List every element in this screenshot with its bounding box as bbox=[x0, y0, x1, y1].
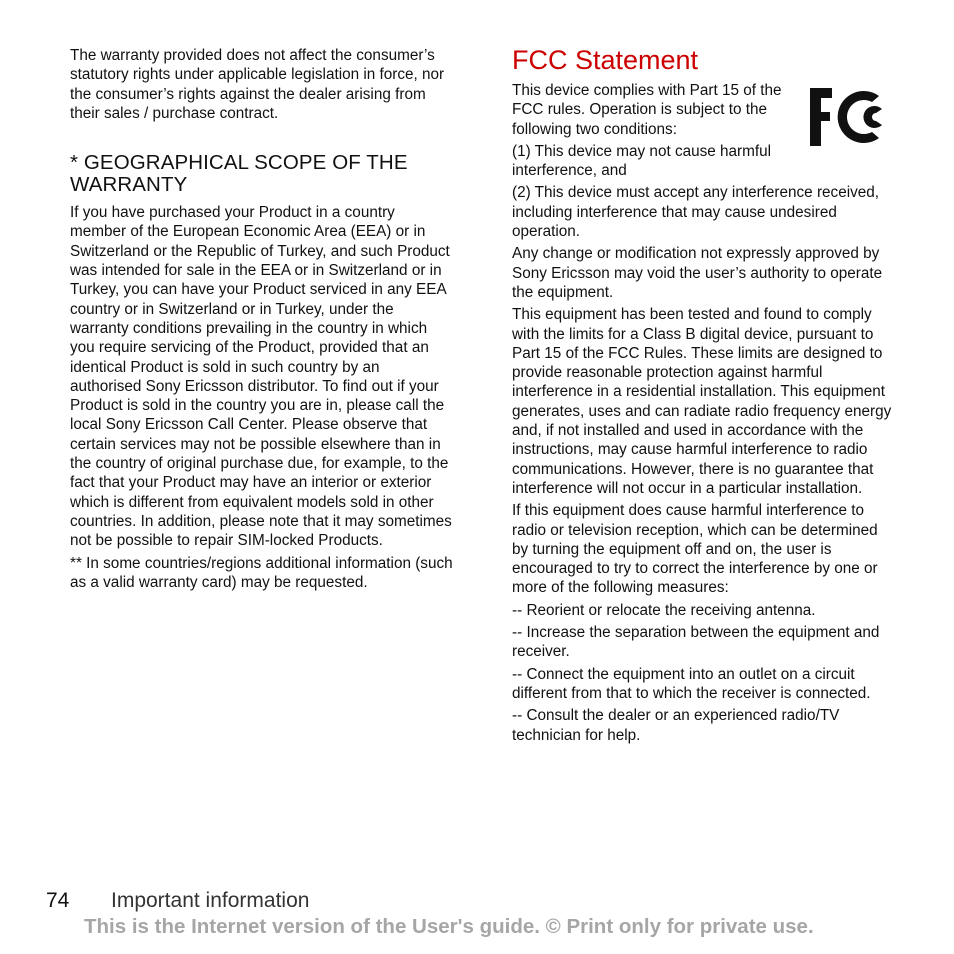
fcc-logo-icon bbox=[810, 88, 886, 146]
left-column bbox=[70, 46, 455, 595]
geographical-scope-paragraph: If you have purchased your Product in a country member of the European Economic Area (EEA) or in Switzerland or the Republic of Turkey, and such Product was intended for sale in the EEA or in Switzerland or in Turkey, you can have your Product serviced in any EEA country or in Switzerland or in Turkey, under the warranty conditions prevailing in the country in which you require servicing of the Product, provided that an identical Product is sold in such country by an authorised Sony Ericsson distributor. To find out if your Product is sold in the country you are in, please call the local Sony Ericsson Call Center. Please observe that certain services may not be possible elsewhere than in the country of original purchase due, for example, to the fact that your Product may have an interior or exterior which is different from equivalent models sold in other countries. In addition, please note that it may sometimes not be possible to repair SIM-locked Products. bbox=[70, 204, 452, 550]
fcc-class-b-paragraph: This equipment has been tested and found to comply with the limits for a Class B digital device, pursuant to Part 15 of the FCC Rules. These limits are designed to provide reasonable protection against harmful interference in a residential installation. This equipment generates, uses and can radiate radio frequency energy and, if not installed and used in accordance with the instructions, may cause harmful interference to radio communications. However, there is no guarantee that interference will not occur in a particular installation. bbox=[512, 306, 892, 497]
internet-version-notice: This is the Internet version of the User's guide. © Print only for private use. bbox=[84, 915, 814, 938]
fcc-change-notice: Any change or modification not expressly approved by Sony Ericsson may void the user’s authority to operate the equipment. bbox=[512, 245, 883, 301]
fcc-compliance-paragraph: This device complies with Part 15 of the FCC rules. Operation is subject to the following two conditions: bbox=[512, 82, 782, 138]
additional-info-footnote: ** In some countries/regions additional information (such as a valid warranty card) may be requested. bbox=[70, 554, 453, 591]
fcc-measure-item: -- Increase the separation between the equipment and receiver. bbox=[512, 624, 880, 661]
fcc-measure-item: -- Reorient or relocate the receiving antenna. bbox=[512, 601, 816, 619]
fcc-measures-intro: If this equipment does cause harmful interference to radio or television reception, which can be determined by turning the equipment off and on, the user is encouraged to try to correct the interference by one or more of the following measures: bbox=[512, 502, 878, 597]
fcc-condition-2: (2) This device must accept any interference received, including interference that may cause undesired operation. bbox=[512, 184, 880, 241]
warranty-rights-paragraph: The warranty provided does not affect the consumer’s statutory rights under applicable legislation in force, nor the consumer’s rights against the dealer arising from their sales / purchase contract. bbox=[70, 47, 445, 122]
right-column bbox=[512, 44, 892, 748]
fcc-measure-item: -- Connect the equipment into an outlet on a circuit different from that to which the receiver is connected. bbox=[512, 665, 871, 702]
geographical-scope-heading: * GEOGRAPHICAL SCOPE OF THE WARRANTY bbox=[70, 151, 408, 197]
fcc-statement-heading: FCC Statement bbox=[512, 45, 699, 75]
fcc-condition-1: (1) This device may not cause harmful interference, and bbox=[512, 142, 772, 180]
section-title: Important information bbox=[111, 889, 310, 912]
fcc-measure-item: -- Consult the dealer or an experienced radio/TV technician for help. bbox=[512, 707, 840, 744]
page-number: 74 bbox=[46, 889, 70, 912]
